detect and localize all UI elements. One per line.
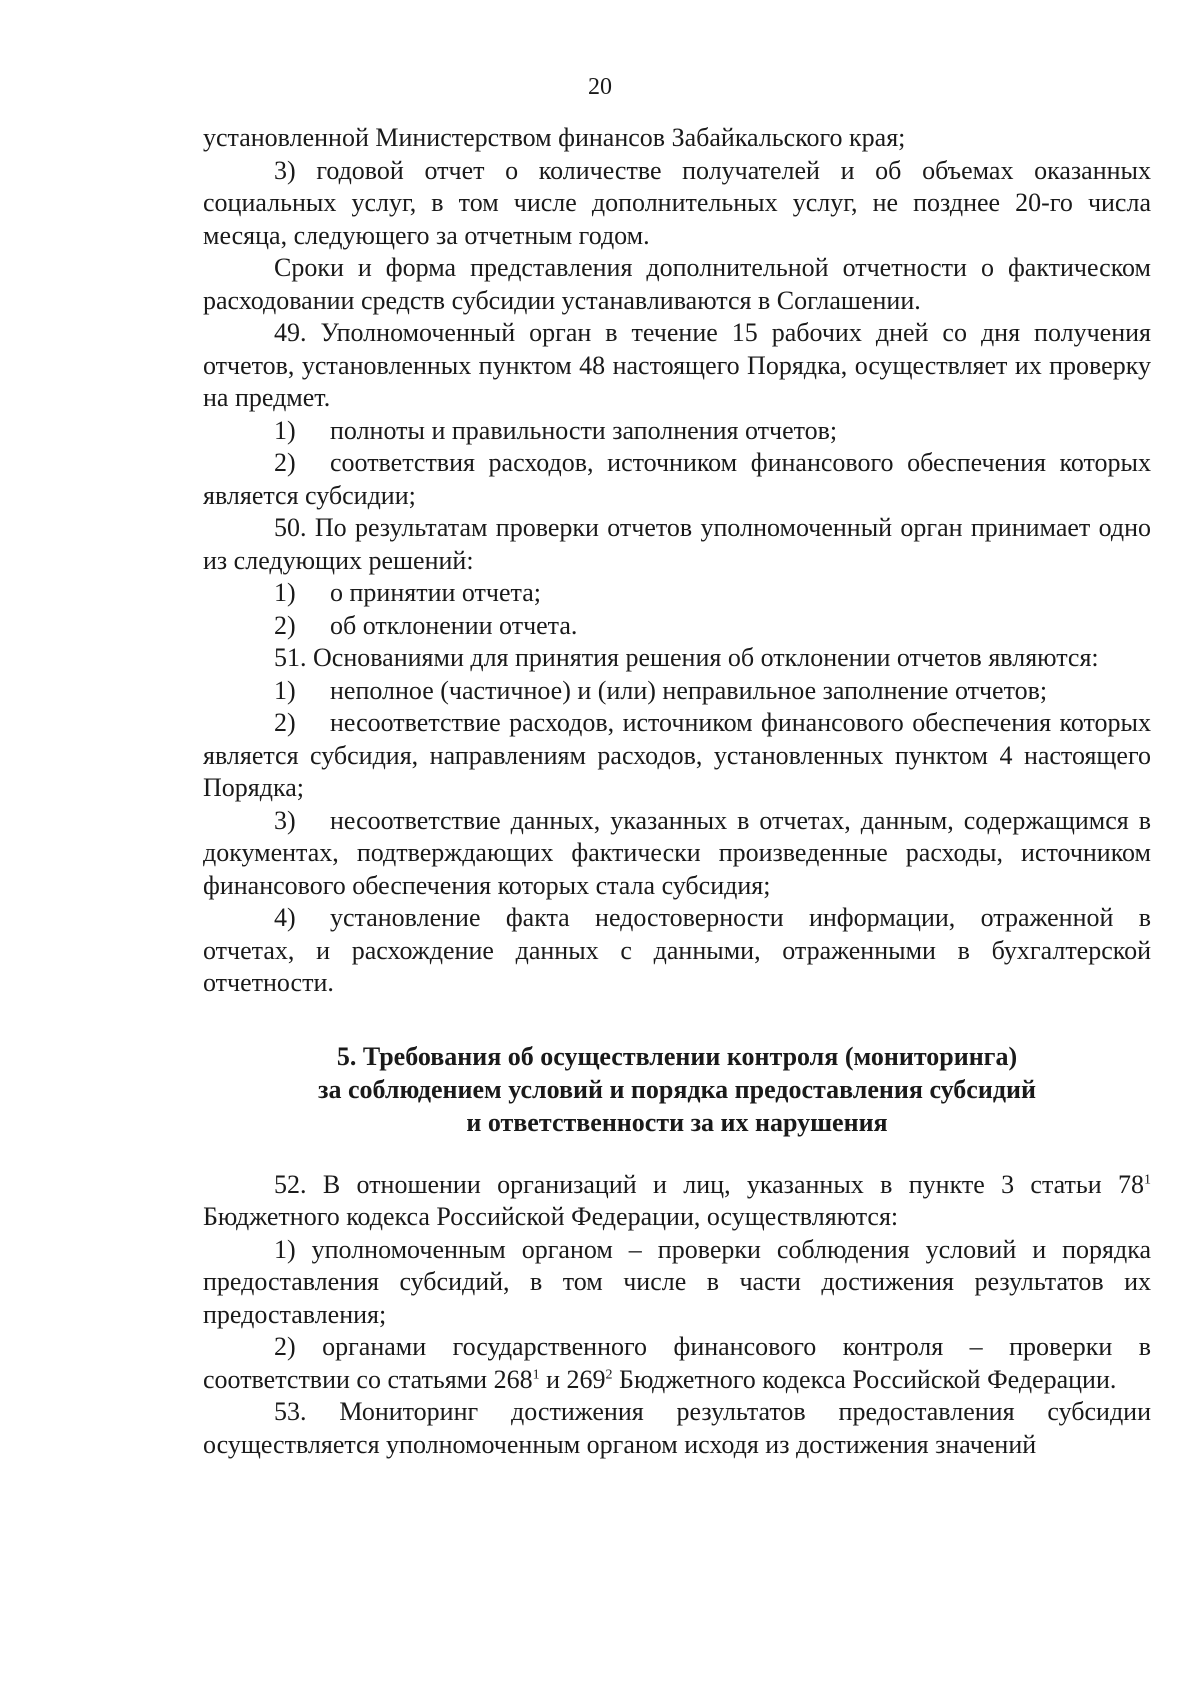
- paragraph-52-item-2-text-a: 2) органами государственного финансового контроля – проверки в соответствии со статьями 268: [203, 1332, 1151, 1394]
- paragraph-52-item-1: 1) уполномоченным органом – проверки соблюдения условий и порядка предоставления субсидий, в том числе в части достижения результатов их предоставления;: [203, 1234, 1151, 1329]
- heading-line-1: 5. Требования об осуществлении контроля (мониторинга): [336, 1041, 1018, 1071]
- list-item-number: 1): [274, 675, 296, 705]
- section-5-heading: [203, 1040, 1151, 1139]
- list-item-text: неполное (частичное) и (или) неправильное заполнение отчетов;: [330, 675, 1048, 705]
- paragraph-52-text-b: Бюджетного кодекса Российской Федерации, осуществляются:: [203, 1202, 899, 1231]
- paragraph-52-item-2-text-c: Бюджетного кодекса Российской Федерации.: [612, 1364, 1117, 1394]
- list-item-text: об отклонении отчета.: [330, 610, 578, 640]
- superscript: 2: [605, 1366, 613, 1382]
- list-item-number: 1): [274, 578, 296, 607]
- list-item: [203, 577, 1151, 610]
- list-item-text: несоответствие данных, указанных в отчетах, данным, содержащимся в документах, подтверждающих фактически произведенные расходы, источником финансового обеспечения которых стала субсидия;: [203, 805, 1151, 900]
- list-item-number: 2): [274, 708, 296, 737]
- paragraph-53: 53. Мониторинг достижения результатов предоставления субсидии осуществляется уполномоченным органом исходя из достижения значений: [203, 1397, 1151, 1459]
- list-item-number: 4): [274, 903, 296, 932]
- list-item: [203, 675, 1151, 708]
- paragraph-52-item-2-text-b: и 269: [539, 1364, 606, 1394]
- list-item: [203, 610, 1151, 643]
- list-item-text: полноты и правильности заполнения отчетов;: [330, 415, 838, 445]
- list-item-number: 2): [274, 610, 296, 640]
- list-item-number: 1): [274, 415, 296, 445]
- list-item-text: соответствия расходов, источником финансового обеспечения которых является субсидии;: [203, 448, 1151, 510]
- paragraph: 3) годовой отчет о количестве получателей и об объемах оказанных социальных услуг, в том числе дополнительных услуг, не позднее 20-го числа месяца, следующего за отчетным годом.: [203, 155, 1151, 250]
- paragraph: Сроки и форма представления дополнительной отчетности о фактическом расходовании средств субсидии устанавливаются в Соглашении.: [203, 253, 1151, 315]
- paragraph-52: [203, 1169, 1151, 1234]
- heading-line-2: за соблюдением условий и порядка предоставления субсидий: [318, 1074, 1036, 1104]
- paragraph: 50. По результатам проверки отчетов уполномоченный орган принимает одно из следующих решений:: [203, 513, 1151, 575]
- list-item: [203, 805, 1151, 903]
- list-item: [203, 447, 1151, 512]
- list-item: [203, 902, 1151, 1000]
- list-item-number: 3): [274, 805, 296, 835]
- heading-line-3: и ответственности за их нарушения: [466, 1107, 888, 1137]
- list-item: [203, 707, 1151, 805]
- paragraph-52-item-2: [203, 1331, 1151, 1396]
- list-item-number: 2): [274, 448, 296, 477]
- list-item: [203, 415, 1151, 448]
- superscript: 1: [532, 1366, 540, 1382]
- paragraph: установленной Министерством финансов Забайкальского края;: [203, 123, 906, 152]
- document-body: [203, 122, 1151, 1461]
- list-item-text: установление факта недостоверности информации, отраженной в отчетах, и расхождение данных с данными, отраженными в бухгалтерской отчетности.: [203, 903, 1151, 997]
- list-item-text: несоответствие расходов, источником финансового обеспечения которых является субсидия, направлениям расходов, установленных пунктом 4 настоящего Порядка;: [203, 708, 1151, 802]
- paragraph: 49. Уполномоченный орган в течение 15 рабочих дней со дня получения отчетов, установленных пунктом 48 настоящего Порядка, осуществляет их проверку на предмет.: [203, 318, 1151, 412]
- list-item-text: о принятии отчета;: [330, 578, 541, 607]
- paragraph-52-text-a: 52. В отношении организаций и лиц, указанных в пункте 3 статьи 78: [274, 1169, 1144, 1199]
- paragraph: 51. Основаниями для принятия решения об отклонении отчетов являются:: [274, 643, 1099, 672]
- section-4-text: [203, 122, 1151, 1000]
- superscript: 1: [1144, 1171, 1151, 1187]
- page-number: 20: [588, 74, 612, 100]
